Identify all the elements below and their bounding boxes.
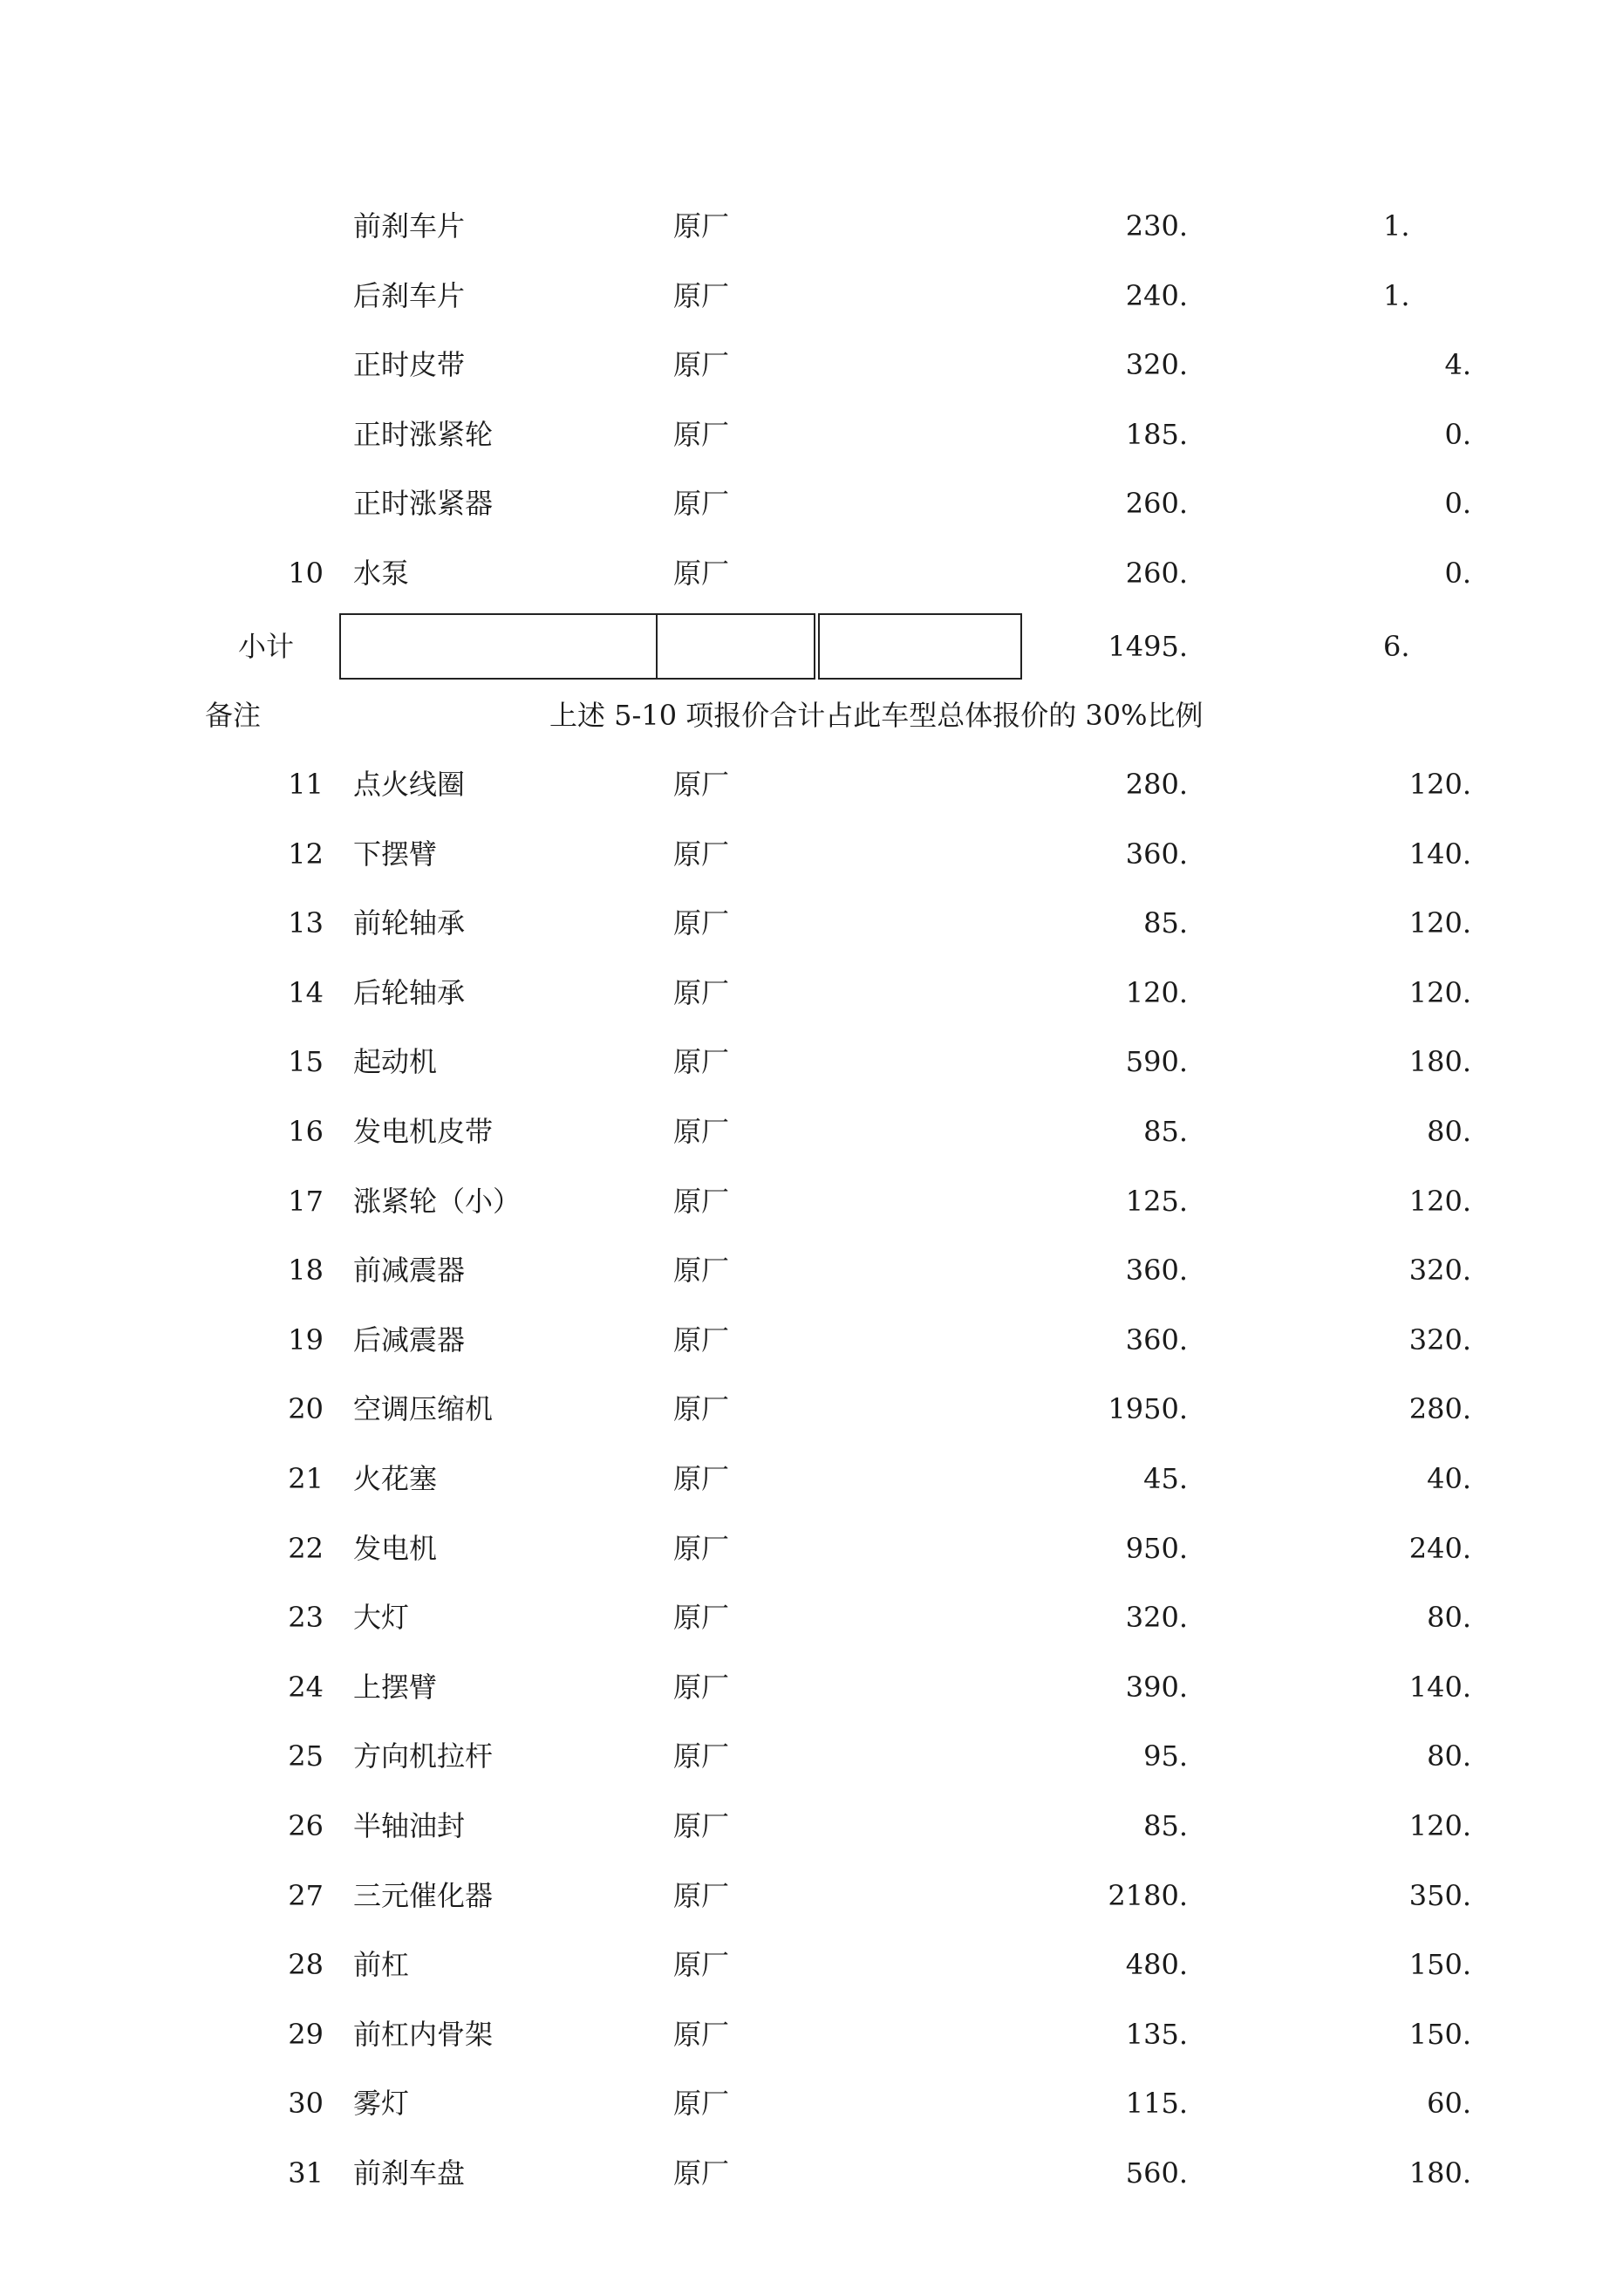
row-number: 14 — [288, 975, 324, 1009]
part-price: 85. — [1143, 1809, 1188, 1842]
part-name: 下摆臂 — [353, 837, 438, 871]
labor-cost: 320. — [1408, 1254, 1471, 1288]
part-source: 原厂 — [673, 1601, 730, 1635]
row-number: 16 — [288, 1115, 324, 1148]
row-number: 31 — [288, 2156, 324, 2190]
labor-cost: 350. — [1408, 1878, 1471, 1912]
table-row — [0, 1244, 1623, 1296]
table-row — [0, 1522, 1623, 1575]
subtotal-empty-cell — [339, 613, 658, 680]
labor-cost: 80. — [1427, 1601, 1471, 1635]
table-row — [0, 1035, 1623, 1088]
part-source: 原厂 — [673, 768, 730, 801]
table-row — [0, 338, 1623, 391]
labor-cost: 0. — [1444, 557, 1471, 590]
part-source: 原厂 — [673, 278, 730, 312]
table-row — [0, 477, 1623, 530]
row-number: 30 — [288, 2087, 324, 2121]
part-source: 原厂 — [673, 2156, 730, 2190]
labor-cost: 140. — [1408, 1670, 1471, 1704]
table-row — [0, 547, 1623, 599]
labor-cost: 120. — [1408, 1184, 1471, 1218]
part-source: 原厂 — [673, 1462, 730, 1495]
table-row — [0, 1175, 1623, 1227]
part-source: 原厂 — [673, 906, 730, 940]
part-source: 原厂 — [673, 1045, 730, 1079]
labor-cost: 320. — [1408, 1322, 1471, 1356]
row-number: 25 — [288, 1739, 324, 1773]
remark-label: 备注 — [205, 699, 262, 732]
subtotal-empty-cell — [818, 613, 1022, 680]
part-source: 原厂 — [673, 417, 730, 451]
part-price: 360. — [1125, 1322, 1188, 1356]
table-row — [0, 1105, 1623, 1158]
row-number: 18 — [288, 1254, 324, 1288]
row-number: 20 — [288, 1392, 324, 1426]
labor-cost: 0. — [1444, 487, 1471, 521]
table-row — [0, 1800, 1623, 1852]
table-row — [0, 408, 1623, 461]
part-name: 前减震器 — [353, 1254, 466, 1288]
row-number: 22 — [288, 1531, 324, 1565]
part-name: 半轴油封 — [353, 1809, 466, 1842]
part-price: 2180. — [1108, 1878, 1188, 1912]
part-price: 240. — [1125, 278, 1188, 312]
part-price: 1950. — [1108, 1392, 1188, 1426]
part-price: 360. — [1125, 837, 1188, 871]
part-price: 45. — [1143, 1462, 1188, 1495]
labor-cost: 240. — [1408, 1531, 1471, 1565]
part-name: 火花塞 — [353, 1462, 438, 1495]
row-number: 15 — [288, 1045, 324, 1079]
part-price: 480. — [1125, 1948, 1188, 1982]
row-number: 28 — [288, 1948, 324, 1982]
table-row — [0, 200, 1623, 252]
part-price: 320. — [1125, 348, 1188, 382]
part-name: 前杠 — [353, 1948, 410, 1982]
labor-cost: 120. — [1408, 975, 1471, 1009]
labor-cost: 60. — [1427, 2087, 1471, 2121]
part-source: 原厂 — [673, 837, 730, 871]
part-source: 原厂 — [673, 1878, 730, 1912]
part-source: 原厂 — [673, 1531, 730, 1565]
part-source: 原厂 — [673, 487, 730, 521]
part-price: 120. — [1125, 975, 1188, 1009]
table-row — [0, 1661, 1623, 1713]
labor-cost: 1. — [1383, 209, 1410, 243]
row-number: 11 — [288, 768, 324, 801]
part-source: 原厂 — [673, 348, 730, 382]
part-name: 起动机 — [353, 1045, 438, 1079]
table-row — [0, 1314, 1623, 1366]
part-price: 185. — [1125, 417, 1188, 451]
part-name: 发电机皮带 — [353, 1115, 494, 1148]
subtotal-hours: 6. — [1383, 630, 1410, 663]
part-price: 590. — [1125, 1045, 1188, 1079]
part-price: 320. — [1125, 1601, 1188, 1635]
table-row — [0, 1452, 1623, 1505]
labor-cost: 40. — [1427, 1462, 1471, 1495]
part-source: 原厂 — [673, 1809, 730, 1842]
table-row — [0, 1869, 1623, 1922]
row-number: 24 — [288, 1670, 324, 1704]
part-source: 原厂 — [673, 975, 730, 1009]
table-row — [0, 2077, 1623, 2129]
part-source: 原厂 — [673, 1254, 730, 1288]
part-name: 前杠内骨架 — [353, 2017, 494, 2051]
part-source: 原厂 — [673, 1739, 730, 1773]
part-name: 后轮轴承 — [353, 975, 466, 1009]
part-price: 390. — [1125, 1670, 1188, 1704]
row-number: 10 — [288, 557, 324, 590]
part-name: 三元催化器 — [353, 1878, 494, 1912]
labor-cost: 140. — [1408, 837, 1471, 871]
labor-cost: 80. — [1427, 1115, 1471, 1148]
part-name: 后刹车片 — [353, 278, 466, 312]
part-price: 560. — [1125, 2156, 1188, 2190]
labor-cost: 120. — [1408, 1809, 1471, 1842]
labor-cost: 180. — [1408, 1045, 1471, 1079]
part-price: 125. — [1125, 1184, 1188, 1218]
labor-cost: 1. — [1383, 278, 1410, 312]
table-row — [0, 270, 1623, 322]
part-source: 原厂 — [673, 1392, 730, 1426]
row-number: 12 — [288, 837, 324, 871]
row-number: 23 — [288, 1601, 324, 1635]
part-name: 水泵 — [353, 557, 410, 590]
part-name: 正时涨紧器 — [353, 487, 494, 521]
part-price: 85. — [1143, 1115, 1188, 1148]
subtotal-label: 小计 — [238, 630, 295, 663]
part-name: 前刹车盘 — [353, 2156, 466, 2190]
part-name: 后减震器 — [353, 1322, 466, 1356]
part-name: 前轮轴承 — [353, 906, 466, 940]
table-row — [0, 2008, 1623, 2060]
part-price: 115. — [1125, 2087, 1188, 2121]
part-price: 260. — [1125, 557, 1188, 590]
part-price: 360. — [1125, 1254, 1188, 1288]
row-number: 29 — [288, 2017, 324, 2051]
row-number: 17 — [288, 1184, 324, 1218]
labor-cost: 150. — [1408, 2017, 1471, 2051]
part-price: 95. — [1143, 1739, 1188, 1773]
labor-cost: 4. — [1444, 348, 1471, 382]
part-source: 原厂 — [673, 557, 730, 590]
labor-cost: 120. — [1408, 768, 1471, 801]
row-number: 19 — [288, 1322, 324, 1356]
subtotal-price: 1495. — [1108, 630, 1188, 663]
part-name: 正时皮带 — [353, 348, 466, 382]
labor-cost: 280. — [1408, 1392, 1471, 1426]
part-price: 280. — [1125, 768, 1188, 801]
part-name: 正时涨紧轮 — [353, 417, 494, 451]
part-source: 原厂 — [673, 1948, 730, 1982]
labor-cost: 0. — [1444, 417, 1471, 451]
part-name: 大灯 — [353, 1601, 410, 1635]
part-price: 230. — [1125, 209, 1188, 243]
part-name: 点火线圈 — [353, 768, 466, 801]
row-number: 27 — [288, 1878, 324, 1912]
table-row — [0, 967, 1623, 1019]
labor-cost: 120. — [1408, 906, 1471, 940]
table-row — [0, 2147, 1623, 2199]
labor-cost: 80. — [1427, 1739, 1471, 1773]
part-name: 涨紧轮（小） — [353, 1184, 522, 1218]
row-number: 21 — [288, 1462, 324, 1495]
part-source: 原厂 — [673, 1184, 730, 1218]
part-price: 135. — [1125, 2017, 1188, 2051]
part-source: 原厂 — [673, 1322, 730, 1356]
part-source: 原厂 — [673, 1670, 730, 1704]
part-name: 发电机 — [353, 1531, 438, 1565]
part-name: 空调压缩机 — [353, 1392, 494, 1426]
table-row — [0, 1730, 1623, 1782]
part-price: 950. — [1125, 1531, 1188, 1565]
part-name: 上摆臂 — [353, 1670, 438, 1704]
part-source: 原厂 — [673, 2017, 730, 2051]
part-price: 85. — [1143, 906, 1188, 940]
row-number: 13 — [288, 906, 324, 940]
table-row — [0, 1383, 1623, 1435]
labor-cost: 150. — [1408, 1948, 1471, 1982]
table-row — [0, 1938, 1623, 1991]
part-name: 前刹车片 — [353, 209, 466, 243]
labor-cost: 180. — [1408, 2156, 1471, 2190]
part-price: 260. — [1125, 487, 1188, 521]
part-name: 方向机拉杆 — [353, 1739, 494, 1773]
table-row — [0, 897, 1623, 949]
table-row — [0, 828, 1623, 880]
part-source: 原厂 — [673, 1115, 730, 1148]
part-source: 原厂 — [673, 209, 730, 243]
table-row — [0, 1591, 1623, 1643]
subtotal-empty-cell — [656, 613, 815, 680]
part-name: 雾灯 — [353, 2087, 410, 2121]
table-row — [0, 758, 1623, 810]
part-source: 原厂 — [673, 2087, 730, 2121]
row-number: 26 — [288, 1809, 324, 1842]
remark-text: 上述 5-10 项报价合计占此车型总体报价的 30%比例 — [549, 699, 1204, 732]
